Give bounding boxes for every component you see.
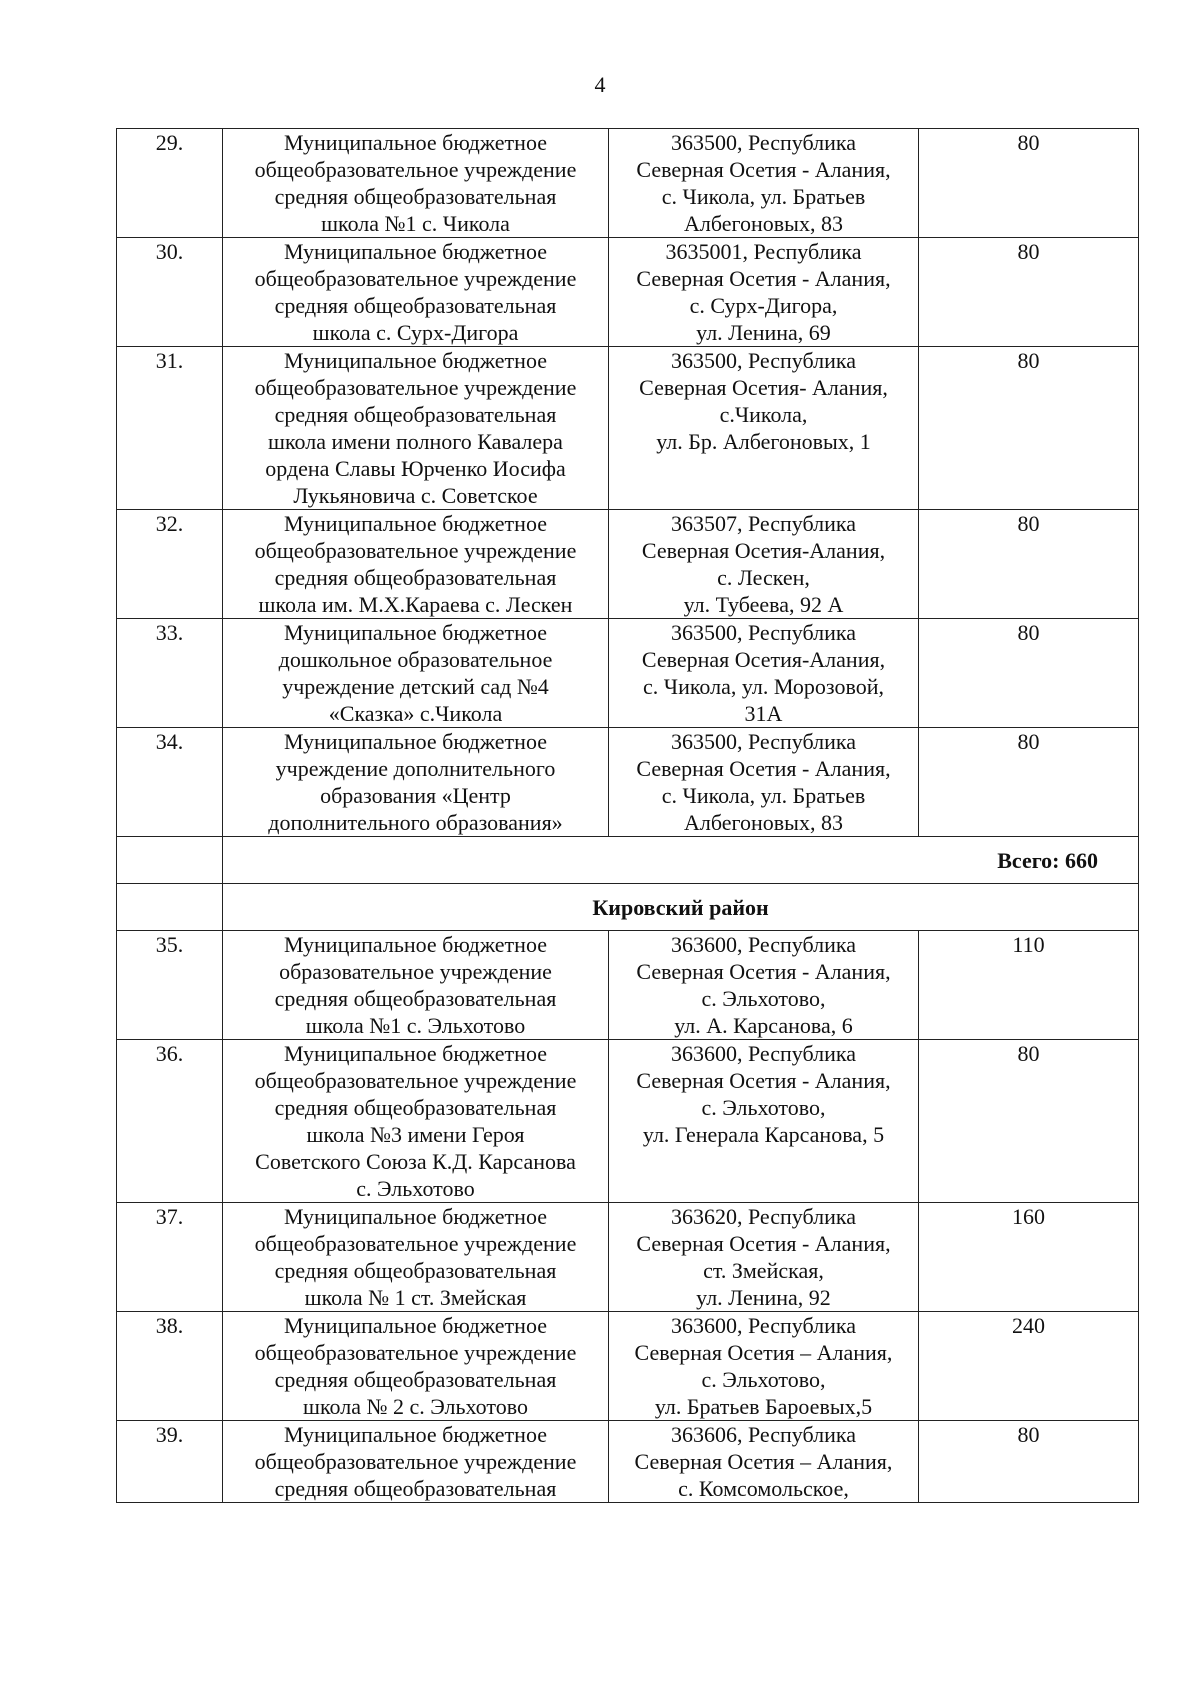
seat-count: 80 <box>919 238 1139 347</box>
institution-name: Муниципальное бюджетное общеобразовательное учреждение средняя общеобразовательная <box>223 1421 609 1503</box>
seat-count: 110 <box>919 931 1139 1040</box>
row-number: 37. <box>117 1203 223 1312</box>
institution-address: 3635001, Республика Северная Осетия - Алания, с. Сурх-Дигора, ул. Ленина, 69 <box>609 238 919 347</box>
table-row <box>117 1040 1139 1203</box>
row-number: 34. <box>117 728 223 837</box>
table-row <box>117 129 1139 238</box>
row-number: 32. <box>117 510 223 619</box>
row-number: 29. <box>117 129 223 238</box>
row-number: 30. <box>117 238 223 347</box>
seat-count: 80 <box>919 129 1139 238</box>
institution-name: Муниципальное бюджетное общеобразовательное учреждение средняя общеобразовательная школа №3 имени Героя Советского Союза К.Д. Карсанова с. Эльхотово <box>223 1040 609 1203</box>
seat-count: 80 <box>919 1421 1139 1503</box>
institution-name: Муниципальное бюджетное общеобразовательное учреждение средняя общеобразовательная школа №1 с. Чикола <box>223 129 609 238</box>
table-body-top <box>117 129 1139 837</box>
institution-name: Муниципальное бюджетное образовательное учреждение средняя общеобразовательная школа №1 с. Эльхотово <box>223 931 609 1040</box>
institution-name: Муниципальное бюджетное дошкольное образовательное учреждение детский сад №4 «Сказка» с.Чикола <box>223 619 609 728</box>
page-number: 4 <box>594 72 606 97</box>
section-empty-cell <box>117 884 223 931</box>
institution-address: 363600, Республика Северная Осетия - Алания, с. Эльхотово, ул. Генерала Карсанова, 5 <box>609 1040 919 1203</box>
institution-address: 363600, Республика Северная Осетия – Алания, с. Эльхотово, ул. Братьев Бароевых,5 <box>609 1312 919 1421</box>
table-row <box>117 619 1139 728</box>
institution-name: Муниципальное бюджетное учреждение дополнительного образования «Центр дополнительного образования» <box>223 728 609 837</box>
table-body-middle <box>117 837 1139 931</box>
institution-name: Муниципальное бюджетное общеобразовательное учреждение средняя общеобразовательная школа № 1 ст. Змейская <box>223 1203 609 1312</box>
seat-count: 240 <box>919 1312 1139 1421</box>
total-empty-cell <box>117 837 223 884</box>
seat-count: 80 <box>919 347 1139 510</box>
institution-address: 363500, Республика Северная Осетия - Алания, с. Чикола, ул. Братьев Албегоновых, 83 <box>609 129 919 238</box>
institution-name: Муниципальное бюджетное общеобразовательное учреждение средняя общеобразовательная школа № 2 с. Эльхотово <box>223 1312 609 1421</box>
section-cell <box>223 884 1139 931</box>
row-number: 35. <box>117 931 223 1040</box>
row-number: 39. <box>117 1421 223 1503</box>
institution-name: Муниципальное бюджетное общеобразовательное учреждение средняя общеобразовательная школа им. М.Х.Караева с. Лескен <box>223 510 609 619</box>
institution-address: 363606, Республика Северная Осетия – Алания, с. Комсомольское, <box>609 1421 919 1503</box>
row-number: 36. <box>117 1040 223 1203</box>
table-row <box>117 931 1139 1040</box>
institution-address: 363500, Республика Северная Осетия - Алания, с. Чикола, ул. Братьев Албегоновых, 83 <box>609 728 919 837</box>
table-row <box>117 1312 1139 1421</box>
row-number: 31. <box>117 347 223 510</box>
total-label: Всего: 660 <box>997 847 1098 873</box>
section-title: Кировский район <box>592 894 769 920</box>
table-row <box>117 347 1139 510</box>
seat-count: 80 <box>919 1040 1139 1203</box>
institutions-table <box>116 128 1139 1503</box>
table-row <box>117 238 1139 347</box>
seat-count: 160 <box>919 1203 1139 1312</box>
institution-name: Муниципальное бюджетное общеобразовательное учреждение средняя общеобразовательная школа имени полного Кавалера ордена Славы Юрченко Иосифа Лукьяновича с. Советское <box>223 347 609 510</box>
table-body-bottom <box>117 931 1139 1503</box>
section-row <box>117 884 1139 931</box>
table-row <box>117 1203 1139 1312</box>
seat-count: 80 <box>919 728 1139 837</box>
table-row <box>117 510 1139 619</box>
table-row <box>117 728 1139 837</box>
institution-address: 363620, Республика Северная Осетия - Алания, ст. Змейская, ул. Ленина, 92 <box>609 1203 919 1312</box>
institution-address: 363507, Республика Северная Осетия-Алания, с. Лескен, ул. Тубеева, 92 А <box>609 510 919 619</box>
seat-count: 80 <box>919 510 1139 619</box>
institution-address: 363500, Республика Северная Осетия- Алания, с.Чикола, ул. Бр. Албегоновых, 1 <box>609 347 919 510</box>
total-row <box>117 837 1139 884</box>
seat-count: 80 <box>919 619 1139 728</box>
institution-name: Муниципальное бюджетное общеобразовательное учреждение средняя общеобразовательная школа с. Сурх-Дигора <box>223 238 609 347</box>
table-row <box>117 1421 1139 1503</box>
institution-address: 363600, Республика Северная Осетия - Алания, с. Эльхотово, ул. А. Карсанова, 6 <box>609 931 919 1040</box>
institution-address: 363500, Республика Северная Осетия-Алания, с. Чикола, ул. Морозовой, 31А <box>609 619 919 728</box>
row-number: 38. <box>117 1312 223 1421</box>
row-number: 33. <box>117 619 223 728</box>
total-cell <box>223 837 1139 884</box>
